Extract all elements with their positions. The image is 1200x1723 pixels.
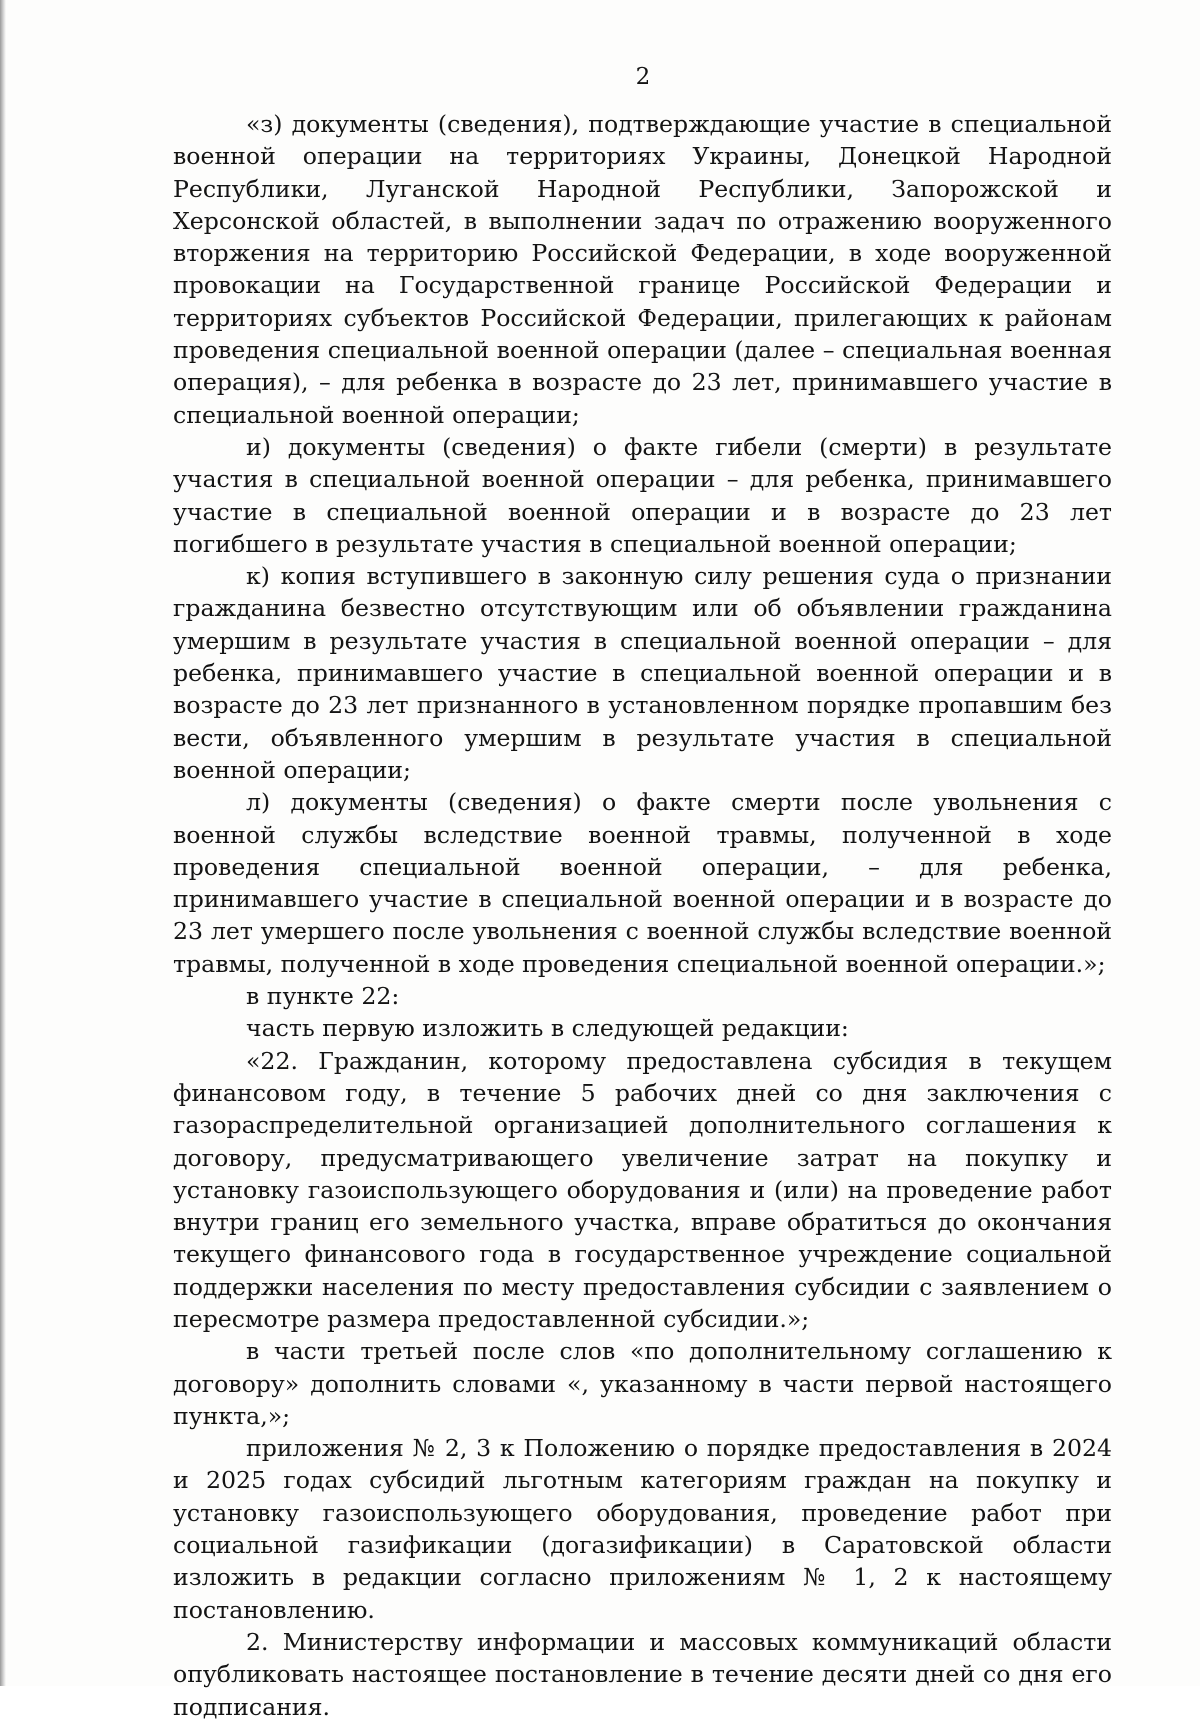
paragraph-item-l: л) документы (сведения) о факте смерти после увольнения с военной службы вследствие военной травмы, полученной в ходе проведения специальной военной операции, – для ребенка, принимавшего участие в специальной военной операции и в возрасте до 23 лет умершего после увольнения с военной службы вследствие военной травмы, полученной в ходе проведения специальной военной операции.»; [173, 788, 1112, 978]
document-body [173, 108, 1112, 1723]
paragraph-part-three-amendment: в части третьей после слов «по дополнительному соглашению к договору» дополнить словами «, указанному в части первой настоящего пункта,»; [173, 1337, 1112, 1430]
paragraph-clause-22-heading: в пункте 22: [246, 982, 400, 1011]
paragraph-ministry-publication: 2. Министерству информации и массовых коммуникаций области опубликовать настоящее постановление в течение десяти дней со дня его подписания. [173, 1627, 1112, 1721]
paragraph-appendices-amendment: приложения № 2, 3 к Положению о порядке предоставления в 2024 и 2025 годах субсидий льготным категориям граждан на покупку и установку газоиспользующего оборудования, проведение работ при социальной газификации (догазификации) в Саратовской области изложить в редакции согласно приложениям № 1, 2 к настоящему постановлению. [173, 1434, 1112, 1624]
scan-edge [0, 0, 6, 1686]
paragraph-item-i: и) документы (сведения) о факте гибели (смерти) в результате участия в специальной военной операции – для ребенка, принимавшего участие в специальной военной операции и в возрасте до 23 лет погибшего в результате участия в специальной военной операции; [173, 432, 1112, 558]
paragraph-item-z: «з) документы (сведения), подтверждающие участие в специальной военной операции на территориях Украины, Донецкой Народной Республики, Луганской Народной Республики, Запорожской и Херсонской областей, в выполнении задач по отражению вооруженного вторжения на территорию Российской Федерации, в ходе вооруженной провокации на Государственной границе Российской Федерации и территориях субъектов Российской Федерации, прилегающих к районам проведения специальной военной операции (далее – специальная военная операция), – для ребенка в возрасте до 23 лет, принимавшего участие в специальной военной операции; [173, 110, 1112, 429]
paragraph-clause-22-text: «22. Гражданин, которому предоставлена субсидия в текущем финансовом году, в течение 5 рабочих дней со дня заключения с газораспределительной организацией дополнительного соглашения к договору, предусматривающего увеличение затрат на покупку и установку газоиспользующего оборудования и (или) на проведение работ внутри границ его земельного участка, вправе обратиться до окончания текущего финансового года в государственное учреждение социальной поддержки населения по месту предоставления субсидии с заявлением о пересмотре размера предоставленной субсидии.»; [173, 1046, 1112, 1333]
paragraph-part-one-instruction: часть первую изложить в следующей редакции: [246, 1014, 849, 1043]
page-number: 2 [635, 64, 651, 90]
paragraph-item-k: к) копия вступившего в законную силу решения суда о признании гражданина безвестно отсутствующим или об объявлении гражданина умершим в результате участия в специальной военной операции – для ребенка, принимавшего участие в специальной военной операции и в возрасте до 23 лет признанного в установленном порядке пропавшим без вести, объявленного умершим в результате участия в специальной военной операции; [173, 562, 1112, 784]
